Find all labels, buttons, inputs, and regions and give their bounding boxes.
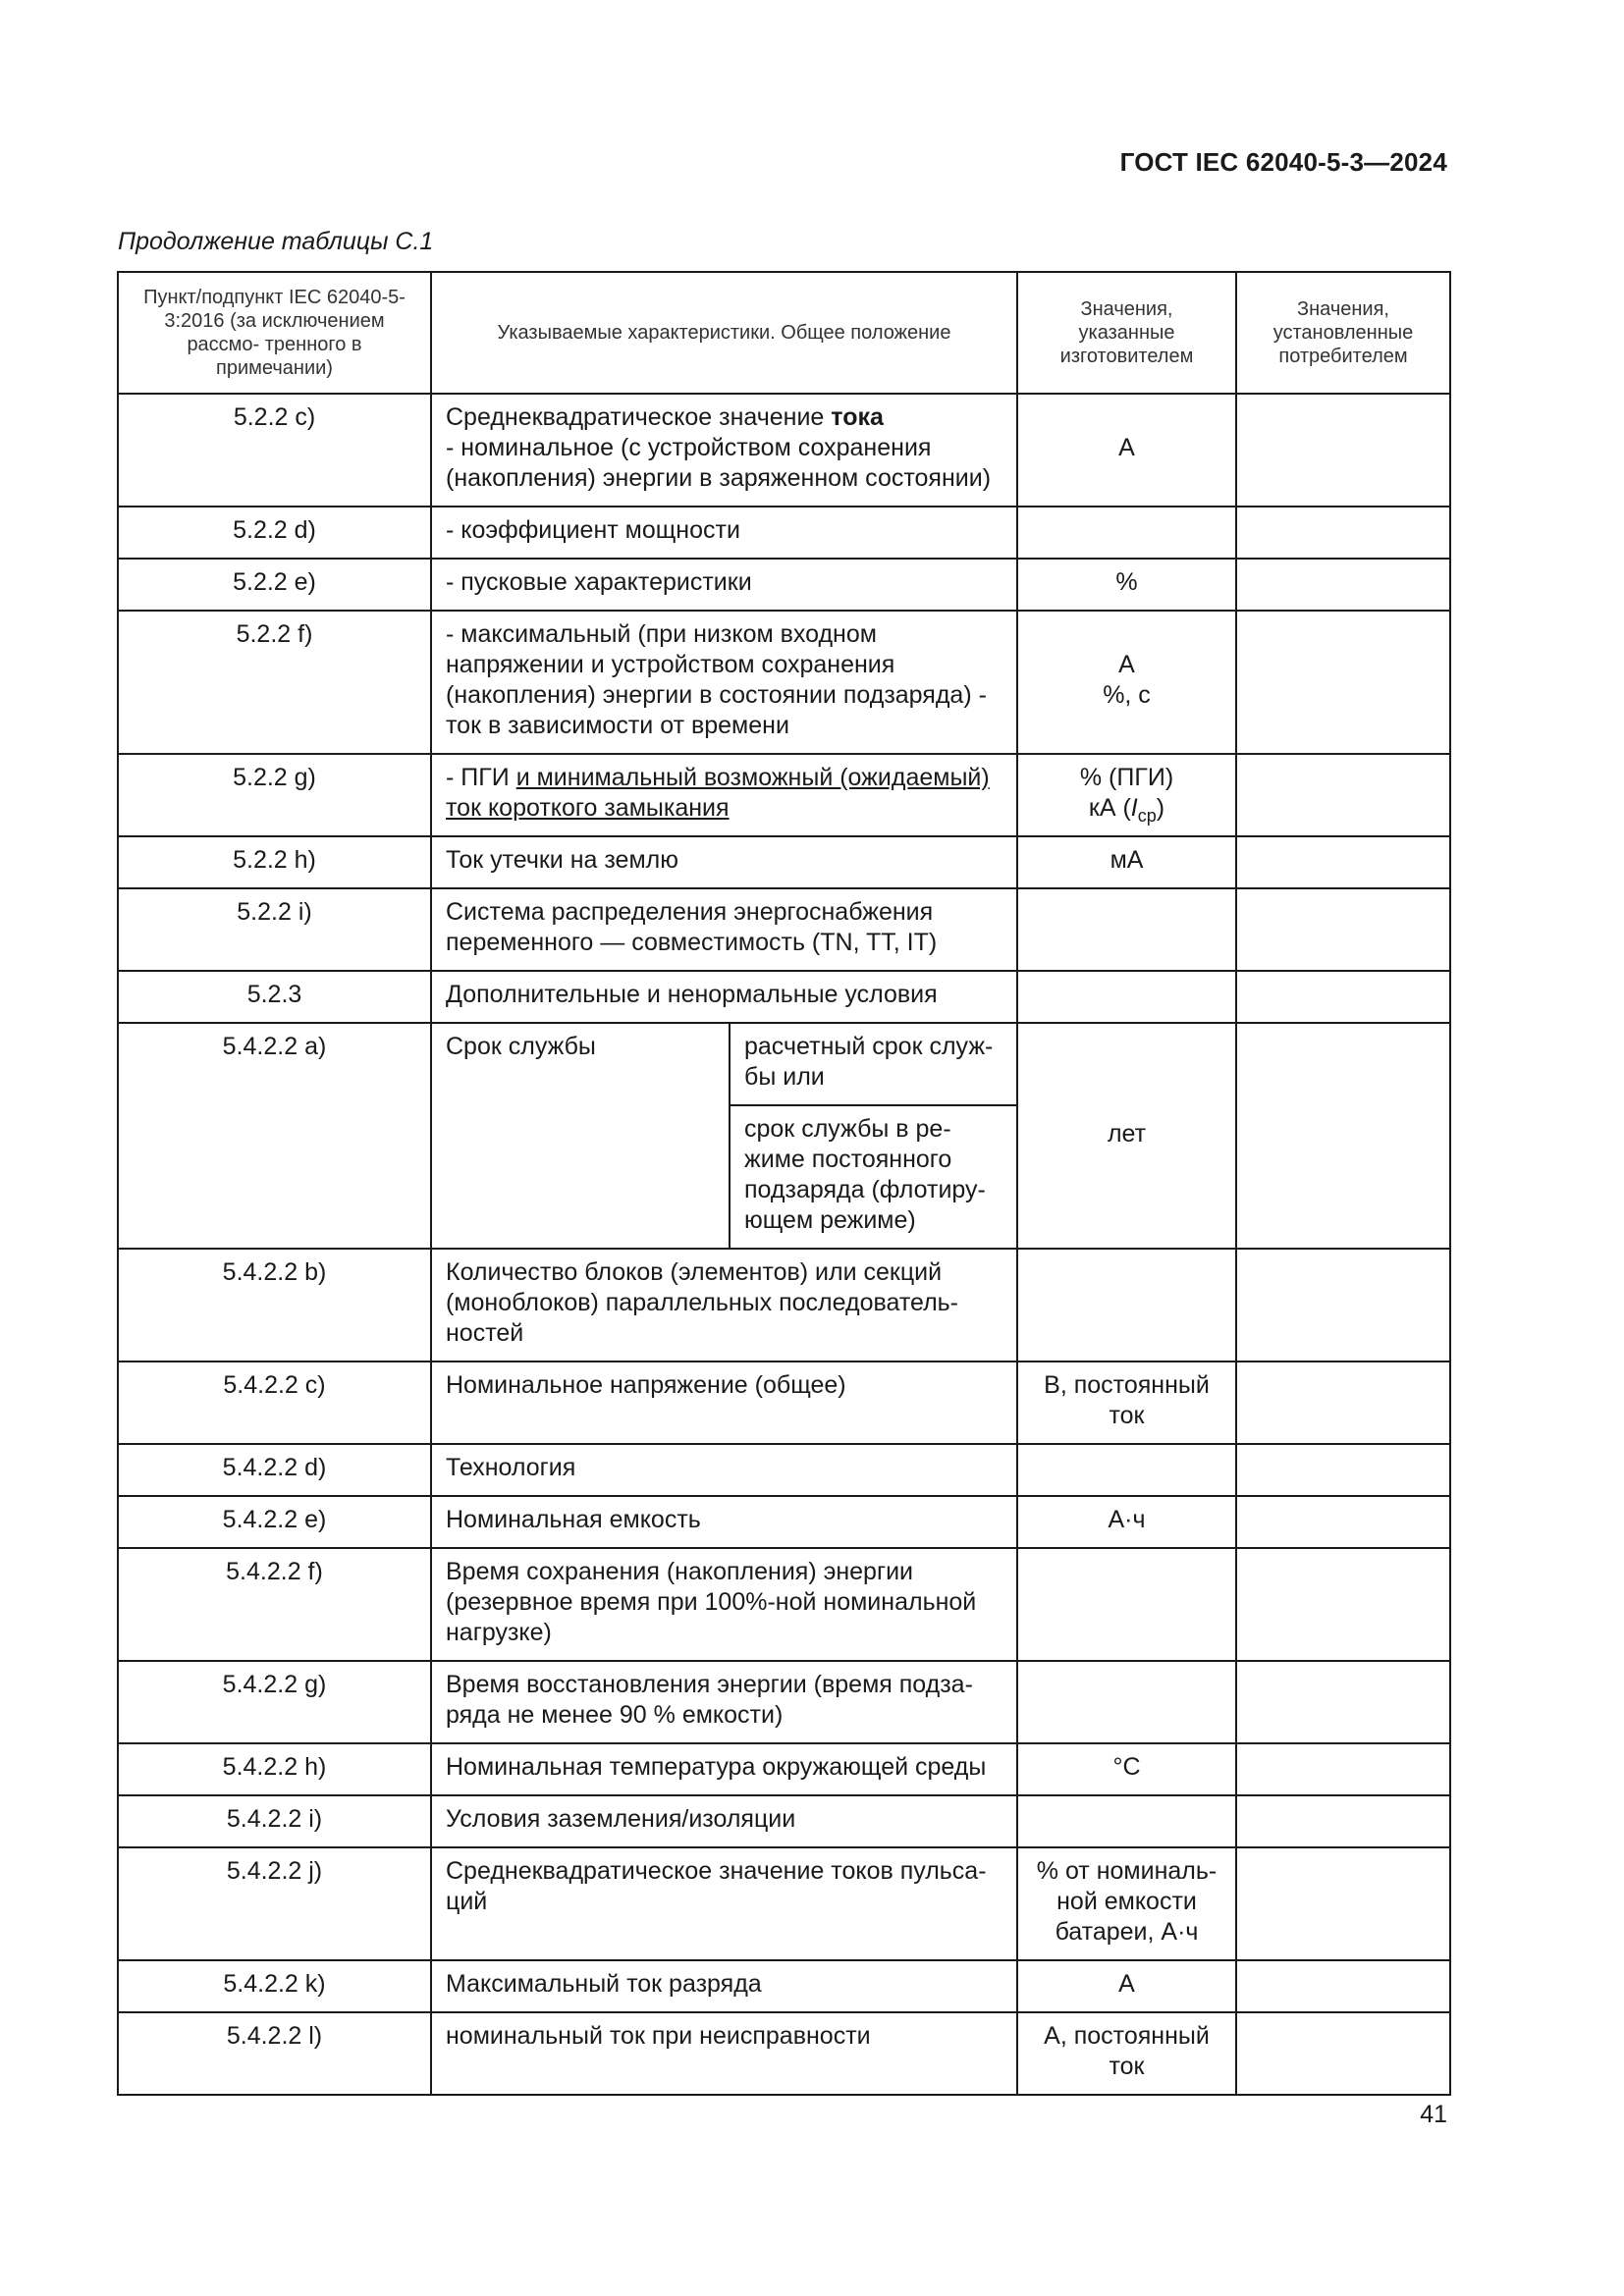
characteristic-cell: [431, 754, 1017, 836]
table-row: [118, 507, 1450, 559]
manufacturer-value: %, с: [1103, 681, 1151, 709]
document-header: ГОСТ IEC 62040-5-3—2024: [1119, 147, 1447, 177]
consumer-cell: [1236, 1249, 1450, 1362]
characteristic-cell: Количество блоков (элементов) или секций (моноблоков) параллельных последователь- ностей: [431, 1249, 1017, 1362]
table-row: [118, 1661, 1450, 1743]
consumer-cell: [1236, 394, 1450, 507]
clause-cell: 5.4.2.2 c): [118, 1362, 431, 1444]
characteristic-cell: Среднеквадратическое значение токов пульса- ций: [431, 1847, 1017, 1960]
characteristic-cell: Время восстановления энергии (время подза- ряда не менее 90 % емкости): [431, 1661, 1017, 1743]
table-row: [118, 1496, 1450, 1548]
characteristic-cell: Ток утечки на землю: [431, 836, 1017, 888]
consumer-cell: [1236, 2012, 1450, 2095]
characteristic-cell: Максимальный ток разряда: [431, 1960, 1017, 2012]
characteristic-cell: Время сохранения (накопления) энергии (резервное время при 100%-ной номинальной нагрузке): [431, 1548, 1017, 1661]
manufacturer-value: % (ПГИ): [1079, 764, 1174, 791]
manufacturer-cell: [1017, 1249, 1236, 1362]
consumer-cell: [1236, 1847, 1450, 1960]
clause-cell: 5.4.2.2 k): [118, 1960, 431, 2012]
clause-cell: 5.4.2.2 l): [118, 2012, 431, 2095]
consumer-cell: [1236, 754, 1450, 836]
col-header-consumer: Значения, установленные потребителем: [1236, 272, 1450, 394]
table-row: [118, 888, 1450, 971]
current-symbol: I: [1130, 794, 1138, 822]
consumer-cell: [1236, 1362, 1450, 1444]
manufacturer-cell: [1017, 971, 1236, 1023]
clause-cell: 5.2.2 g): [118, 754, 431, 836]
consumer-cell: [1236, 836, 1450, 888]
manufacturer-cell: %: [1017, 559, 1236, 611]
table-row: [118, 1960, 1450, 2012]
clause-cell: 5.4.2.2 d): [118, 1444, 431, 1496]
table-row: [118, 559, 1450, 611]
manufacturer-cell: [1017, 507, 1236, 559]
clause-cell: 5.4.2.2 f): [118, 1548, 431, 1661]
sub-characteristic-cell: срок службы в ре- жиме постоянного подзаряда (флотиру- ющем режиме): [730, 1105, 1017, 1249]
current-subscript: ср: [1137, 806, 1157, 826]
table-row: [118, 1795, 1450, 1847]
clause-cell: 5.4.2.2 j): [118, 1847, 431, 1960]
characteristic-cell: Номинальное напряжение (общее): [431, 1362, 1017, 1444]
clause-cell: 5.2.2 h): [118, 836, 431, 888]
clause-cell: 5.2.2 e): [118, 559, 431, 611]
characteristic-cell: Технология: [431, 1444, 1017, 1496]
table-row: [118, 1548, 1450, 1661]
col-header-clause: Пункт/подпункт IEC 62040-5-3:2016 (за исключением рассмо- тренного в примечании): [118, 272, 431, 394]
characteristic-cell: - пусковые характеристики: [431, 559, 1017, 611]
consumer-cell: [1236, 1548, 1450, 1661]
characteristic-cell: номинальный ток при неисправности: [431, 2012, 1017, 2095]
manufacturer-cell: [1017, 611, 1236, 754]
manufacturer-cell: А·ч: [1017, 1496, 1236, 1548]
clause-cell: 5.4.2.2 b): [118, 1249, 431, 1362]
consumer-cell: [1236, 611, 1450, 754]
characteristic-cell: Система распределения энергоснабжения переменного — совместимость (TN, TT, IT): [431, 888, 1017, 971]
characteristic-cell: Срок службы: [431, 1023, 730, 1249]
manufacturer-cell: лет: [1017, 1023, 1236, 1249]
consumer-cell: [1236, 1661, 1450, 1743]
manufacturer-value: кА (: [1088, 794, 1131, 822]
manufacturer-cell: [1017, 1795, 1236, 1847]
manufacturer-cell: А: [1017, 394, 1236, 507]
clause-cell: 5.2.2 i): [118, 888, 431, 971]
col-header-manufacturer: Значения, указанные изготовителем: [1017, 272, 1236, 394]
manufacturer-value: ): [1156, 794, 1165, 822]
consumer-cell: [1236, 1743, 1450, 1795]
table-row: [118, 836, 1450, 888]
consumer-cell: [1236, 1444, 1450, 1496]
manufacturer-cell: [1017, 888, 1236, 971]
characteristic-cell: - коэффициент мощности: [431, 507, 1017, 559]
characteristic-cell: - максимальный (при низком входном напряжении и устройством сохранения (накопления) энергии в состоянии подзаряда) - ток в зависимости от времени: [431, 611, 1017, 754]
manufacturer-cell: А: [1017, 1960, 1236, 2012]
consumer-cell: [1236, 971, 1450, 1023]
manufacturer-cell: мА: [1017, 836, 1236, 888]
clause-cell: 5.4.2.2 a): [118, 1023, 431, 1249]
clause-cell: 5.2.2 d): [118, 507, 431, 559]
characteristic-underlined-text: и минимальный возможный (ожидаемый) ток короткого замыкания: [446, 764, 990, 822]
table-row: [118, 1362, 1450, 1444]
spec-table: [117, 271, 1451, 2096]
consumer-cell: [1236, 1795, 1450, 1847]
table-row: [118, 1444, 1450, 1496]
characteristic-cell: Дополнительные и ненормальные условия: [431, 971, 1017, 1023]
characteristic-cell: Номинальная емкость: [431, 1496, 1017, 1548]
col-header-characteristic: Указываемые характеристики. Общее положение: [431, 272, 1017, 394]
characteristic-cell: Условия заземления/изоляции: [431, 1795, 1017, 1847]
characteristic-bold-text: тока: [831, 403, 884, 431]
characteristic-cell: [431, 394, 1017, 507]
page-number: 41: [1420, 2101, 1447, 2128]
characteristic-bold-text: - ПГИ: [446, 764, 510, 791]
table-row: [118, 754, 1450, 836]
manufacturer-cell: % от номиналь- ной емкости батареи, А·ч: [1017, 1847, 1236, 1960]
sub-characteristic-cell: расчетный срок служ- бы или: [730, 1023, 1017, 1105]
characteristic-text: Среднеквадратическое значение: [446, 403, 832, 431]
consumer-cell: [1236, 888, 1450, 971]
characteristic-cell: Номинальная температура окружающей среды: [431, 1743, 1017, 1795]
manufacturer-cell: [1017, 754, 1236, 836]
manufacturer-cell: °C: [1017, 1743, 1236, 1795]
manufacturer-cell: А, постоянный ток: [1017, 2012, 1236, 2095]
table-row: [118, 2012, 1450, 2095]
manufacturer-cell: [1017, 1661, 1236, 1743]
table-row: [118, 1249, 1450, 1362]
clause-cell: 5.4.2.2 g): [118, 1661, 431, 1743]
table-row: [118, 1847, 1450, 1960]
consumer-cell: [1236, 507, 1450, 559]
table-row: [118, 1023, 1450, 1105]
manufacturer-value: А: [1118, 651, 1135, 678]
manufacturer-cell: В, постоянный ток: [1017, 1362, 1236, 1444]
table-row: [118, 394, 1450, 507]
clause-cell: 5.4.2.2 h): [118, 1743, 431, 1795]
clause-cell: 5.2.3: [118, 971, 431, 1023]
table-row: [118, 1743, 1450, 1795]
clause-cell: 5.2.2 f): [118, 611, 431, 754]
clause-cell: 5.2.2 c): [118, 394, 431, 507]
clause-cell: 5.4.2.2 e): [118, 1496, 431, 1548]
table-caption: Продолжение таблицы С.1: [118, 228, 434, 255]
manufacturer-cell: [1017, 1444, 1236, 1496]
consumer-cell: [1236, 1496, 1450, 1548]
manufacturer-cell: [1017, 1548, 1236, 1661]
table-header-row: [118, 272, 1450, 394]
table-row: [118, 971, 1450, 1023]
consumer-cell: [1236, 559, 1450, 611]
consumer-cell: [1236, 1023, 1450, 1249]
consumer-cell: [1236, 1960, 1450, 2012]
table-row: [118, 611, 1450, 754]
clause-cell: 5.4.2.2 i): [118, 1795, 431, 1847]
characteristic-text: - номинальное (с устройством сохранения (накопления) энергии в заряженном состоянии): [446, 434, 992, 492]
